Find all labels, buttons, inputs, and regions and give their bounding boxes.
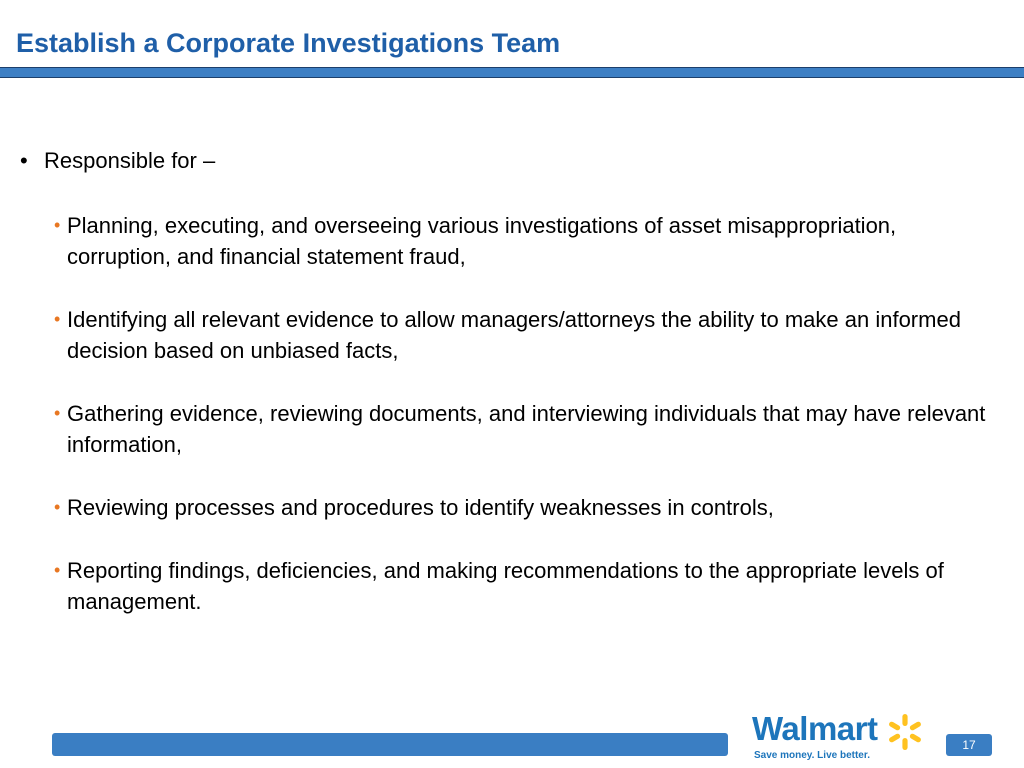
sub-bullet-item bbox=[54, 555, 1004, 617]
page-number: 17 bbox=[946, 734, 992, 756]
sub-bullet-text: Reporting findings, deficiencies, and making recommendations to the appropriate levels of management. bbox=[67, 558, 944, 614]
sub-bullet-item bbox=[54, 210, 1004, 272]
bullet-dot: • bbox=[20, 148, 28, 173]
walmart-logo bbox=[752, 710, 932, 766]
sub-bullet-text: Planning, executing, and overseeing various investigations of asset misappropriation, corruption, and financial statement fraud, bbox=[67, 213, 897, 269]
sub-bullet-text: Reviewing processes and procedures to identify weaknesses in controls, bbox=[67, 495, 774, 520]
slide-title: Establish a Corporate Investigations Team bbox=[16, 28, 561, 58]
sub-bullet-item bbox=[54, 304, 1004, 366]
sub-bullet-dot: • bbox=[54, 309, 61, 329]
sub-bullet-dot: • bbox=[54, 560, 61, 580]
sub-bullet-item bbox=[54, 398, 1004, 460]
main-bullet bbox=[20, 148, 215, 174]
sub-bullet-list bbox=[54, 210, 1004, 649]
sub-bullet-item bbox=[54, 492, 1004, 523]
sub-bullet-text: Identifying all relevant evidence to allow managers/attorneys the ability to make an informed decision based on unbiased facts, bbox=[67, 307, 961, 363]
logo-tagline: Save money. Live better. bbox=[754, 750, 870, 761]
sub-bullet-dot: • bbox=[54, 215, 61, 235]
footer-bar bbox=[52, 733, 728, 756]
title-rule bbox=[0, 67, 1024, 78]
spark-icon bbox=[885, 712, 925, 752]
sub-bullet-text: Gathering evidence, reviewing documents, and interviewing individuals that may have relevant information, bbox=[67, 401, 986, 457]
logo-wordmark: Walmart bbox=[752, 710, 878, 747]
sub-bullet-dot: • bbox=[54, 497, 61, 517]
main-bullet-label: Responsible for – bbox=[44, 148, 216, 173]
sub-bullet-dot: • bbox=[54, 403, 61, 423]
